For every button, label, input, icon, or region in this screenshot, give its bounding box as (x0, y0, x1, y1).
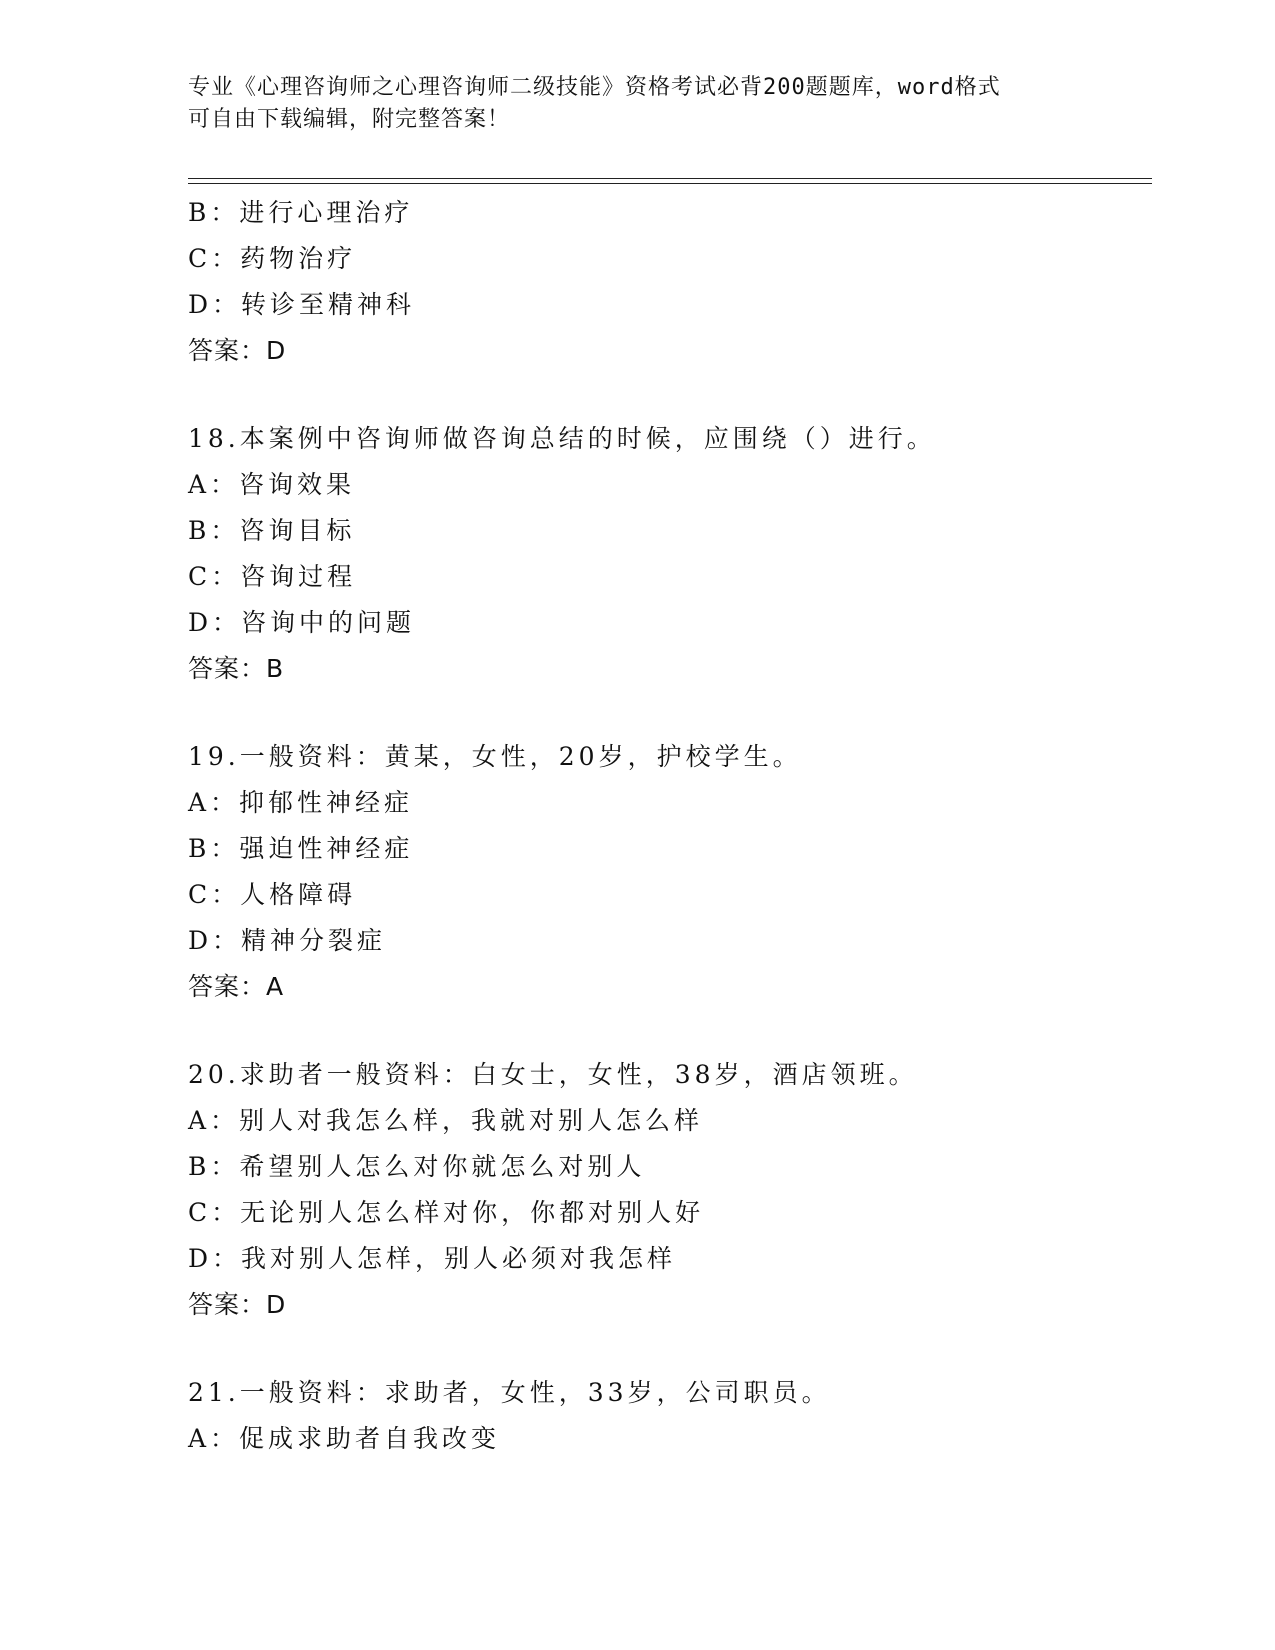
question-20 (188, 1052, 1152, 1328)
option-b: B：咨询目标 (188, 516, 356, 545)
question-17 (188, 190, 1152, 374)
option-d: D：精神分裂症 (188, 926, 387, 955)
spacer (188, 692, 1152, 734)
question-text: 19.一般资料：黄某，女性，20岁，护校学生。 (188, 742, 802, 771)
option-c: C：人格障碍 (188, 880, 357, 909)
answer: 答案：D (188, 336, 287, 365)
option-a: A：抑郁性神经症 (188, 788, 414, 817)
header-line-2: 可自由下载编辑，附完整答案！ (188, 107, 511, 132)
question-text: 21.一般资料：求助者，女性，33岁，公司职员。 (188, 1378, 831, 1407)
question-21 (188, 1370, 1152, 1462)
option-d: D：转诊至精神科 (188, 290, 416, 319)
document-header (188, 72, 1088, 136)
option-a: A：咨询效果 (188, 470, 356, 499)
option-c: C：咨询过程 (188, 562, 357, 591)
option-b: B：进行心理治疗 (188, 198, 414, 227)
answer: 答案：B (188, 654, 285, 683)
question-text: 20.求助者一般资料：白女士，女性，38岁，酒店领班。 (188, 1060, 918, 1089)
spacer (188, 1328, 1152, 1370)
option-c: C：无论别人怎么样对你，你都对别人好 (188, 1198, 705, 1227)
spacer (188, 1010, 1152, 1052)
question-list (188, 190, 1152, 1462)
option-c: C：药物治疗 (188, 244, 357, 273)
header-line-1: 专业《心理咨询师之心理咨询师二级技能》资格考试必背200题题库，word格式 (188, 75, 1001, 100)
option-a: A：别人对我怎么样，我就对别人怎么样 (188, 1106, 704, 1135)
answer: 答案：A (188, 972, 285, 1001)
question-19 (188, 734, 1152, 1010)
answer: 答案：D (188, 1290, 287, 1319)
option-b: B：希望别人怎么对你就怎么对别人 (188, 1152, 646, 1181)
spacer (188, 374, 1152, 416)
question-18 (188, 416, 1152, 692)
header-divider (188, 178, 1152, 184)
option-a: A：促成求助者自我改变 (188, 1424, 501, 1453)
option-d: D：我对别人怎样，别人必须对我怎样 (188, 1244, 677, 1273)
option-d: D：咨询中的问题 (188, 608, 416, 637)
option-b: B：强迫性神经症 (188, 834, 414, 863)
question-text: 18.本案例中咨询师做咨询总结的时候，应围绕（）进行。 (188, 424, 936, 453)
